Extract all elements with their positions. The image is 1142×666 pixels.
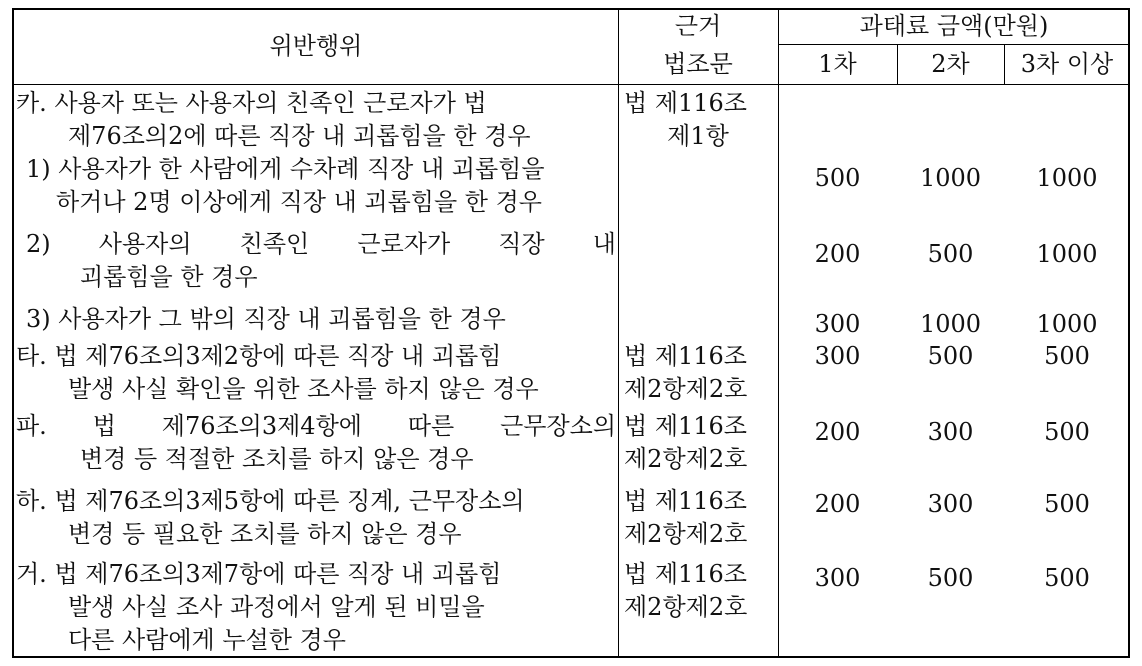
header-divider xyxy=(14,84,1130,85)
row-geo-line1: 거. 법 제76조의3제7항에 따른 직장 내 괴롭힘 xyxy=(16,560,502,588)
row-ka-line2: 제76조의2에 따른 직장 내 괴롭힘을 한 경우 xyxy=(68,122,531,150)
row-ha-line1: 하. 법 제76조의3제5항에 따른 징계, 근무장소의 xyxy=(16,487,525,515)
row-ka3-line1: 3) 사용자가 그 밖의 직장 내 괴롭힘을 한 경우 xyxy=(26,305,506,333)
row-ka-basis1: 법 제116조 xyxy=(624,89,747,117)
row-geo-fine-2: 500 xyxy=(927,564,974,592)
row-ta-basis1: 법 제116조 xyxy=(624,342,747,370)
row-pa-basis1: 법 제116조 xyxy=(624,412,747,440)
row-ha-basis2: 제2항제2호 xyxy=(624,520,748,548)
row-pa-line1: 파. 법 제76조의3제4항에 따른 근무장소의 xyxy=(16,412,616,440)
row-ka1-line1: 1) 사용자가 한 사람에게 수차례 직장 내 괴롭힘을 xyxy=(26,155,545,183)
row-ka2-fine-1: 200 xyxy=(814,240,861,268)
col-divider xyxy=(618,10,619,656)
row-ka1-fine-3: 1000 xyxy=(1036,164,1098,192)
row-ka3-fine-3: 1000 xyxy=(1036,310,1098,338)
row-pa-fine-3: 500 xyxy=(1044,418,1090,446)
row-ka2-line1: 2) 사용자의 친족인 근로자가 직장 내 xyxy=(26,230,616,258)
row-geo-line2: 발생 사실 조사 과정에서 알게 된 비밀을 xyxy=(68,593,485,621)
row-geo-basis2: 제2항제2호 xyxy=(624,593,748,621)
row-ka3-fine-2: 1000 xyxy=(919,310,982,338)
row-geo-fine-1: 300 xyxy=(814,564,861,592)
row-geo-fine-3: 500 xyxy=(1044,564,1090,592)
row-ha-fine-2: 300 xyxy=(927,490,974,518)
fine-table xyxy=(12,8,1130,658)
row-geo-basis1: 법 제116조 xyxy=(624,560,747,588)
row-ta-fine-1: 300 xyxy=(814,342,861,370)
row-pa-line2: 변경 등 적절한 조치를 하지 않은 경우 xyxy=(80,445,474,473)
row-ka2-fine-3: 1000 xyxy=(1036,240,1098,268)
header-basis-line2: 법조문 xyxy=(663,50,733,78)
row-ha-fine-1: 200 xyxy=(814,490,861,518)
row-ka2-fine-2: 500 xyxy=(927,240,974,268)
header-third-plus: 3차 이상 xyxy=(1020,50,1114,78)
row-divider xyxy=(778,44,1130,45)
header-violation: 위반행위 xyxy=(269,32,363,60)
row-ka1-fine-2: 1000 xyxy=(919,164,982,192)
row-ka-basis2: 제1항 xyxy=(667,122,729,150)
row-ha-basis1: 법 제116조 xyxy=(624,487,747,515)
row-ka-line1: 카. 사용자 또는 사용자의 친족인 근로자가 법 xyxy=(16,89,487,117)
header-fine-amount: 과태료 금액(만원) xyxy=(859,12,1049,40)
row-pa-fine-2: 300 xyxy=(927,418,974,446)
row-geo-line3: 다른 사람에게 누설한 경우 xyxy=(68,626,346,654)
row-ha-line2: 변경 등 필요한 조치를 하지 않은 경우 xyxy=(68,520,462,548)
row-ta-basis2: 제2항제2호 xyxy=(624,375,748,403)
row-ka2-line2: 괴롭힘을 한 경우 xyxy=(80,263,258,291)
row-ha-fine-3: 500 xyxy=(1044,490,1090,518)
row-pa-fine-1: 200 xyxy=(814,418,861,446)
row-ka3-fine-1: 300 xyxy=(814,310,861,338)
row-ka1-fine-1: 500 xyxy=(814,164,861,192)
row-ta-line2: 발생 사실 확인을 위한 조사를 하지 않은 경우 xyxy=(68,375,539,403)
row-ka1-line2: 하거나 2명 이상에게 직장 내 괴롭힘을 한 경우 xyxy=(56,188,542,216)
row-ta-line1: 타. 법 제76조의3제2항에 따른 직장 내 괴롭힘 xyxy=(16,342,502,370)
row-ta-fine-3: 500 xyxy=(1044,342,1090,370)
row-pa-basis2: 제2항제2호 xyxy=(624,445,748,473)
header-second: 2차 xyxy=(931,50,970,78)
header-basis-line1: 근거 xyxy=(674,12,722,40)
header-first: 1차 xyxy=(818,50,857,78)
row-ta-fine-2: 500 xyxy=(927,342,974,370)
